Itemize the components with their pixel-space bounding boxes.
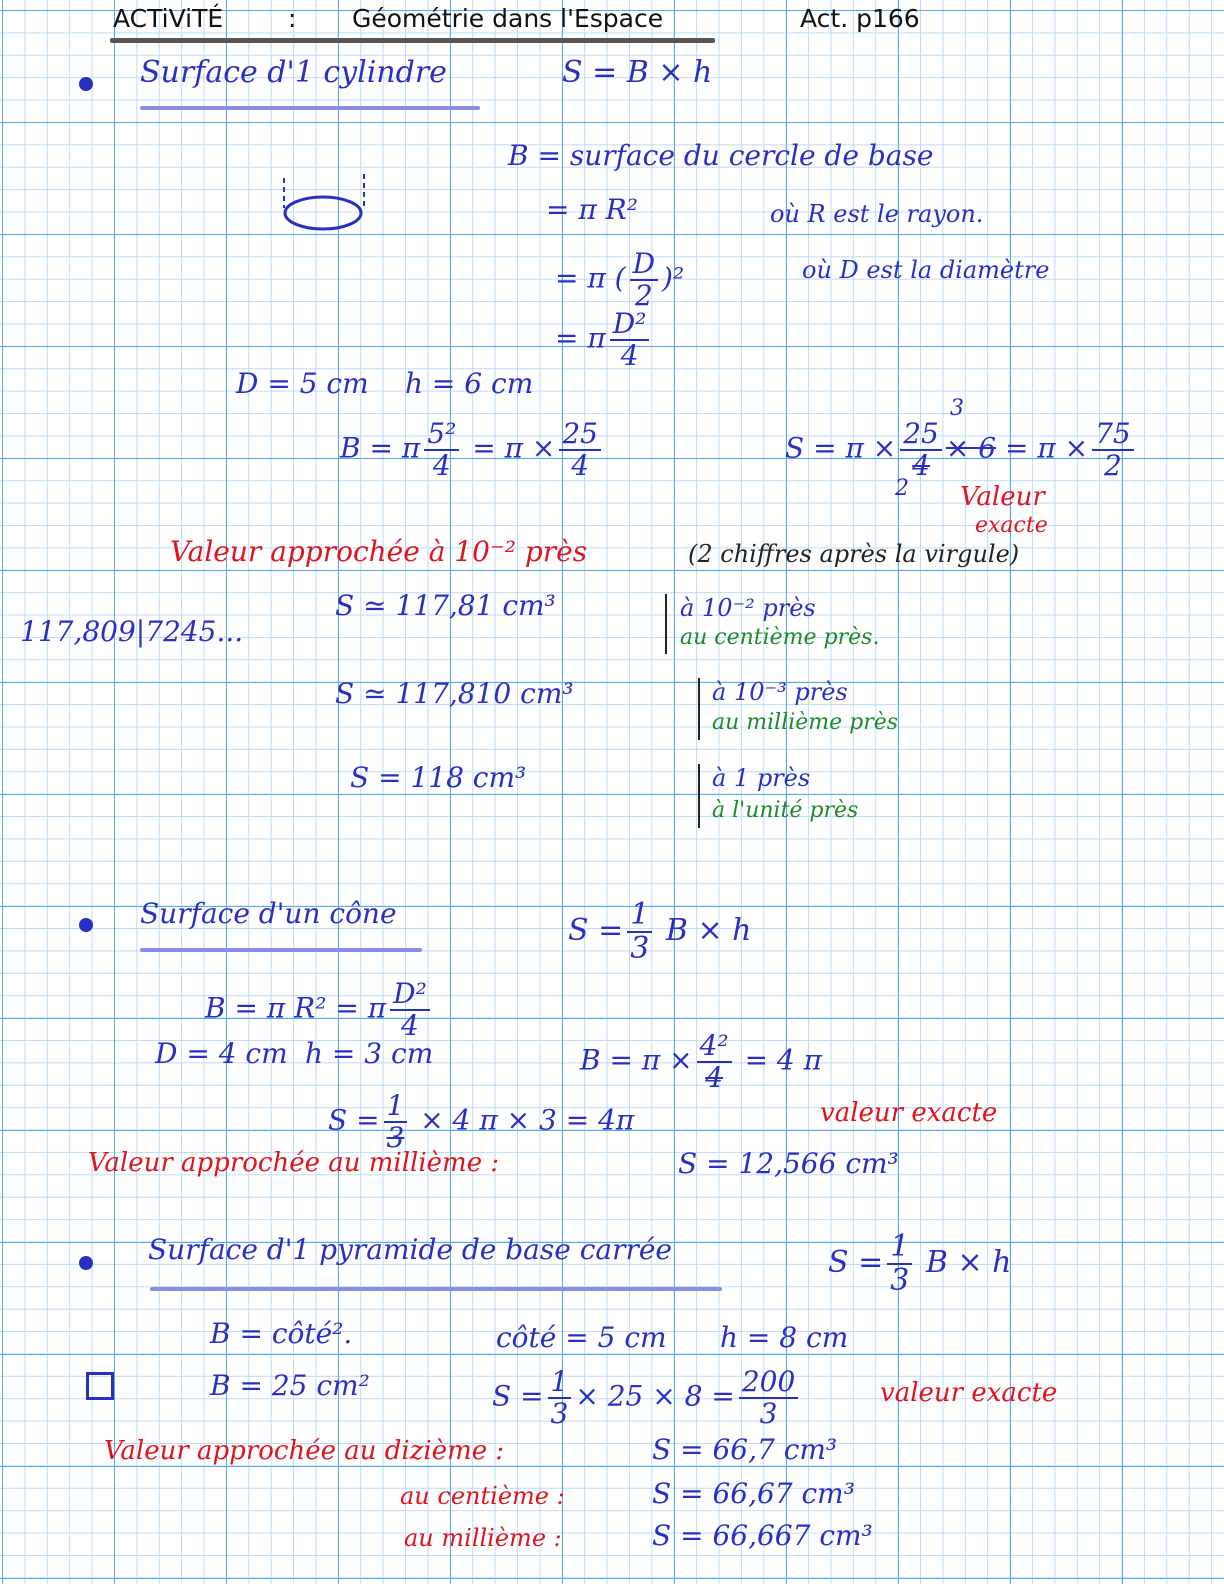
cancel-result-2: 2	[895, 476, 909, 501]
cone-volume-calculation: S = $\frac{1}{3}$ × 4 π × 3 = 4π	[328, 1089, 635, 1154]
pyramid-approx-tenth: S = 66,7 cm³	[652, 1433, 838, 1466]
base-area-step-4: = π $\frac{\text{D²}}{4}$	[555, 310, 653, 370]
bullet-point	[79, 918, 93, 932]
pyramid-volume-calculation: S = $\frac{1}{3}$ × 25 × 8 = $\frac{200}{3}$	[492, 1368, 802, 1428]
section-underline	[150, 1287, 722, 1291]
page-title: Géométrie dans l'Espace	[352, 4, 664, 33]
result-unit-note: à 1 près	[712, 764, 811, 792]
pyramid-approx-thousandth: S = 66,667 cm³	[652, 1519, 873, 1552]
pyramid-label-hundredth: au centième :	[400, 1482, 565, 1510]
cylinder-base-sketch	[278, 168, 378, 238]
page-reference: Act. p166	[800, 4, 920, 33]
result-unit-note-2: à l'unité près	[712, 798, 859, 823]
pyramid-formula: S = $\frac{1}{3}$ B × h	[828, 1229, 1012, 1298]
divider	[698, 764, 700, 828]
section-underline	[140, 948, 422, 952]
result-thousandth-note: à 10⁻³ près	[712, 678, 848, 706]
cone-given-height: h = 3 cm	[305, 1037, 434, 1070]
section-title-cylinder: Surface d'1 cylindre	[140, 55, 447, 90]
cone-approx-label: Valeur approchée au millième :	[88, 1148, 500, 1178]
cone-exact-label: valeur exacte	[820, 1098, 998, 1128]
result-thousandth-note-2: au millième près	[712, 710, 899, 735]
pyramid-exact-label: valeur exacte	[880, 1378, 1058, 1408]
section-title-cone: Surface d'un cône	[140, 897, 397, 930]
pyramid-base-definition: B = côté².	[210, 1317, 353, 1350]
base-area-step-3: = π ( $\frac{D}{2}$ )²	[555, 247, 685, 312]
result-unit: S = 118 cm³	[350, 761, 527, 794]
decimal-expansion: 117,809|7245...	[20, 615, 244, 648]
pyramid-given-height: h = 8 cm	[720, 1321, 849, 1354]
volume-calculation: S = π × $\frac{25}{4}$ × 6 = π × $\frac{75}{2}$	[785, 420, 1138, 480]
section-title-pyramid: Surface d'1 pyramide de base carrée	[148, 1233, 673, 1266]
exact-value-label-2: exacte	[975, 513, 1048, 538]
header-underline	[110, 38, 715, 43]
cone-approx-value: S = 12,566 cm³	[678, 1147, 899, 1180]
result-hundredth-note-2: au centième près.	[680, 625, 880, 650]
activity-label: ACTiViTÉ	[113, 4, 224, 33]
result-hundredth: S ≃ 117,81 cm³	[335, 589, 556, 622]
pyramid-approx-label: Valeur approchée au dizième :	[104, 1436, 505, 1466]
divider	[698, 678, 700, 740]
base-area-step-2: = π R²	[546, 193, 638, 226]
result-hundredth-note: à 10⁻² près	[680, 594, 816, 622]
cylinder-formula: S = B × h	[562, 55, 713, 90]
pyramid-base-value: B = 25 cm²	[210, 1369, 370, 1402]
radius-note: où R est le rayon.	[770, 200, 984, 228]
base-area-definition: B = surface du cercle de base	[508, 139, 934, 172]
diameter-note: où D est la diamètre	[802, 256, 1050, 284]
result-thousandth: S ≃ 117,810 cm³	[335, 677, 574, 710]
section-underline	[140, 106, 480, 110]
cone-base-definition: B = π R² = π $\frac{\text{D²}}{4}$	[205, 980, 434, 1040]
cone-base-calculation: B = π × $\frac{\text{4²}}{4}$ = 4 π	[580, 1029, 823, 1094]
approx-title: Valeur approchée à 10⁻² près	[170, 535, 588, 568]
square-base-icon	[86, 1372, 114, 1400]
given-height: h = 6 cm	[405, 367, 534, 400]
cone-given-diameter: D = 4 cm	[155, 1037, 288, 1070]
approx-explanation: (2 chiffres après la virgule)	[688, 540, 1020, 568]
given-diameter: D = 5 cm	[236, 367, 369, 400]
bullet-point	[79, 1256, 93, 1270]
cancel-result-3: 3	[950, 396, 964, 421]
base-area-calculation: B = π $\frac{\text{5²}}{4}$ = π × $\frac{25}{4}$	[340, 420, 605, 480]
pyramid-given-side: côté = 5 cm	[496, 1321, 667, 1354]
bullet-point	[79, 77, 93, 91]
divider	[665, 594, 667, 654]
pyramid-approx-hundredth: S = 66,67 cm³	[652, 1477, 855, 1510]
exact-value-label: Valeur	[960, 482, 1045, 512]
cone-formula: S = $\frac{1}{3}$ B × h	[568, 897, 752, 966]
header-colon: :	[288, 4, 297, 33]
pyramid-label-thousandth: au millième :	[404, 1524, 562, 1552]
